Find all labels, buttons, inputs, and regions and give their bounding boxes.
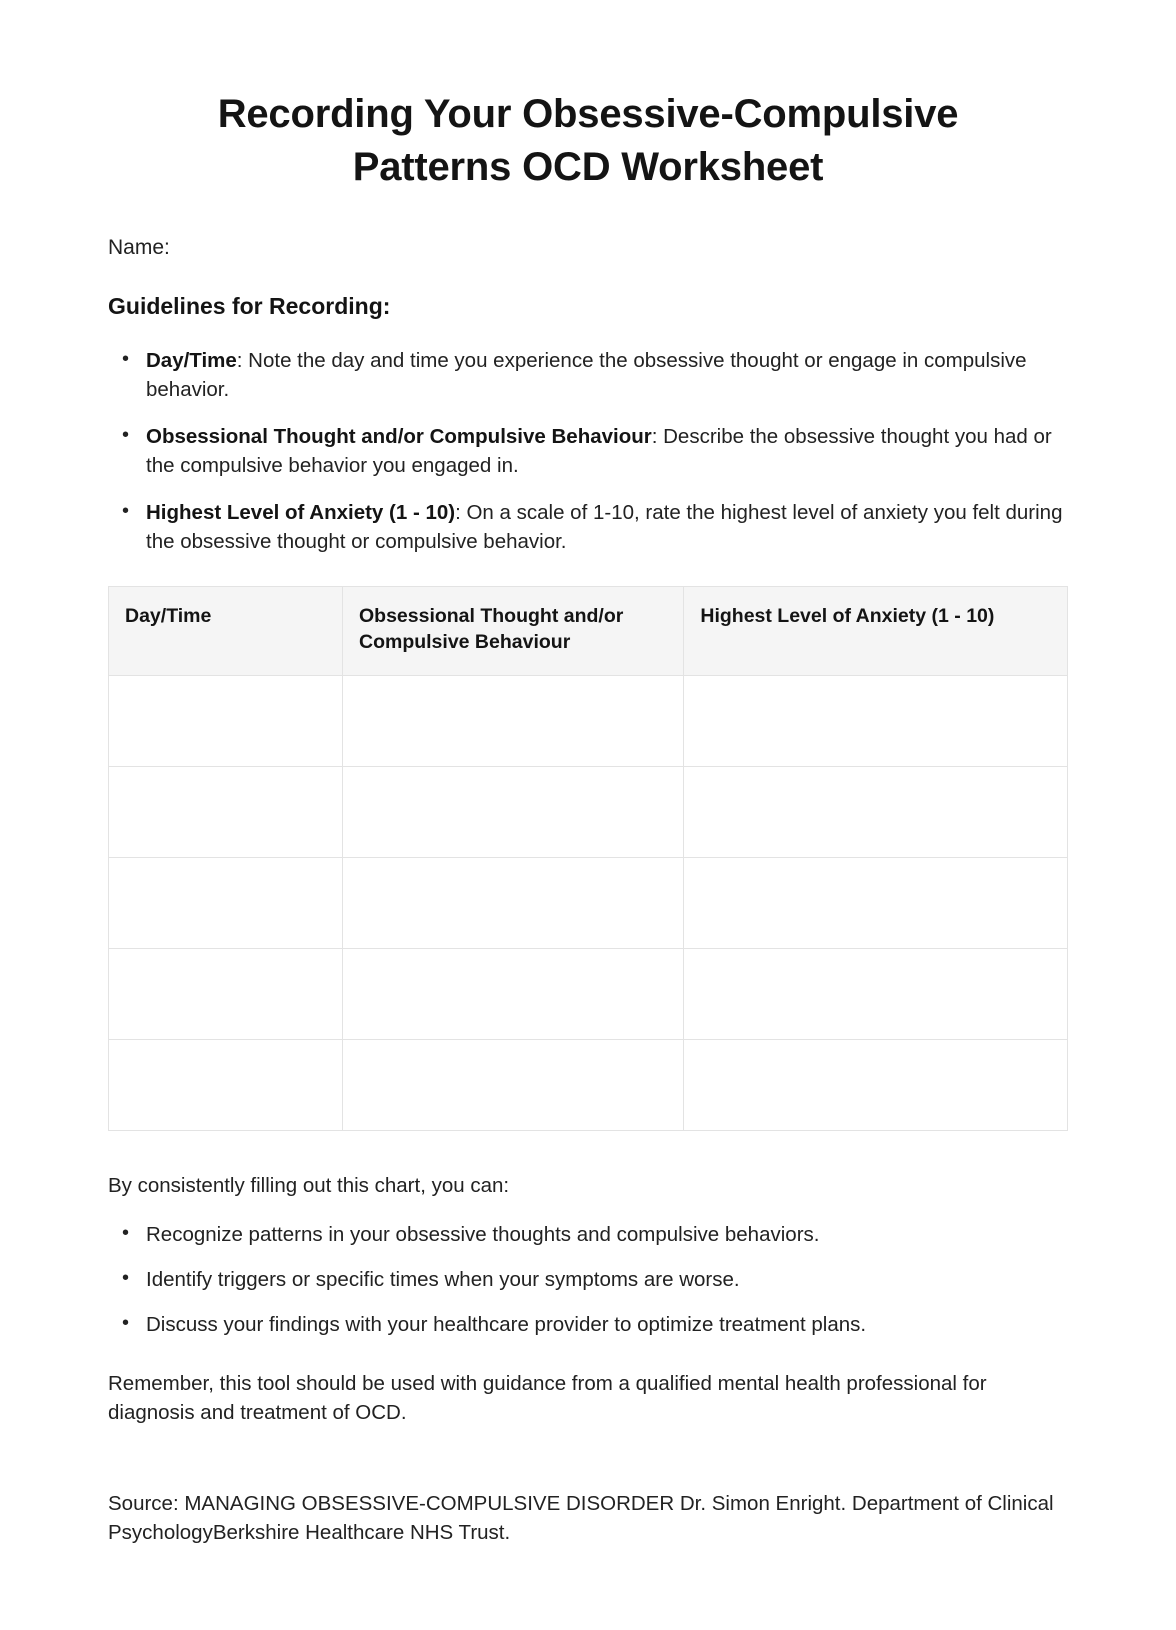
guidelines-heading: Guidelines for Recording:: [108, 293, 391, 320]
column-header-day-time: Day/Time: [109, 587, 343, 676]
guideline-item: [108, 498, 1068, 556]
cell-obsessional-thought[interactable]: [342, 857, 683, 948]
cell-obsessional-thought[interactable]: [342, 675, 683, 766]
cell-obsessional-thought[interactable]: [342, 948, 683, 1039]
table-body: [109, 675, 1068, 1130]
recording-table: [108, 586, 1068, 1131]
table-row: [109, 857, 1068, 948]
guideline-term: Day/Time: [146, 348, 237, 372]
guideline-description: : Note the day and time you experience the obsessive thought or engage in compulsive behavior.: [146, 348, 1027, 401]
guideline-term: Obsessional Thought and/or Compulsive Behaviour: [146, 424, 652, 448]
page-title: Recording Your Obsessive-Compulsive Patterns OCD Worksheet: [217, 92, 959, 189]
column-header-obsessional-thought: Obsessional Thought and/or Compulsive Behaviour: [342, 587, 683, 676]
guideline-description: : On a scale of 1-10, rate the highest level of anxiety you felt during the obsessive thought or compulsive behavior.: [146, 501, 1063, 554]
benefit-item: • Discuss your findings with your healthcare provider to optimize treatment plans.: [108, 1310, 1068, 1339]
cell-day-time[interactable]: [109, 1039, 343, 1130]
cell-anxiety-level[interactable]: [684, 675, 1068, 766]
source-citation: Source: MANAGING OBSESSIVE-COMPULSIVE DISORDER Dr. Simon Enright. Department of Clinical PsychologyBerkshire Healthcare NHS Trust.: [108, 1492, 1054, 1545]
name-field-label: Name:: [108, 235, 170, 259]
guideline-item: [108, 422, 1068, 480]
cell-day-time[interactable]: [109, 857, 343, 948]
closing-lead-text: By consistently filling out this chart, you can:: [108, 1173, 510, 1197]
cell-anxiety-level[interactable]: [684, 857, 1068, 948]
cell-anxiety-level[interactable]: [684, 948, 1068, 1039]
guideline-item: [108, 346, 1068, 404]
table-row: [109, 766, 1068, 857]
guideline-description: : Describe the obsessive thought you had or the compulsive behavior you engaged in.: [146, 424, 1052, 477]
cell-day-time[interactable]: [109, 766, 343, 857]
table-row: [109, 1039, 1068, 1130]
cell-anxiety-level[interactable]: [684, 766, 1068, 857]
guidelines-list: [108, 324, 1068, 557]
table-row: [109, 675, 1068, 766]
cell-day-time[interactable]: [109, 675, 343, 766]
benefit-item: • Recognize patterns in your obsessive thoughts and compulsive behaviors.: [108, 1220, 1068, 1249]
table-header: [109, 587, 1068, 676]
table-header-row: [109, 587, 1068, 676]
benefits-list: [108, 1202, 1068, 1339]
cell-obsessional-thought[interactable]: [342, 766, 683, 857]
cell-day-time[interactable]: [109, 948, 343, 1039]
benefit-item: • Identify triggers or specific times when your symptoms are worse.: [108, 1265, 1068, 1294]
cell-obsessional-thought[interactable]: [342, 1039, 683, 1130]
column-header-anxiety-level: Highest Level of Anxiety (1 - 10): [684, 587, 1068, 676]
table-row: [109, 948, 1068, 1039]
cell-anxiety-level[interactable]: [684, 1039, 1068, 1130]
remember-note: Remember, this tool should be used with guidance from a qualified mental health professional for diagnosis and treatment of OCD.: [108, 1372, 987, 1425]
guideline-term: Highest Level of Anxiety (1 - 10): [146, 501, 456, 525]
